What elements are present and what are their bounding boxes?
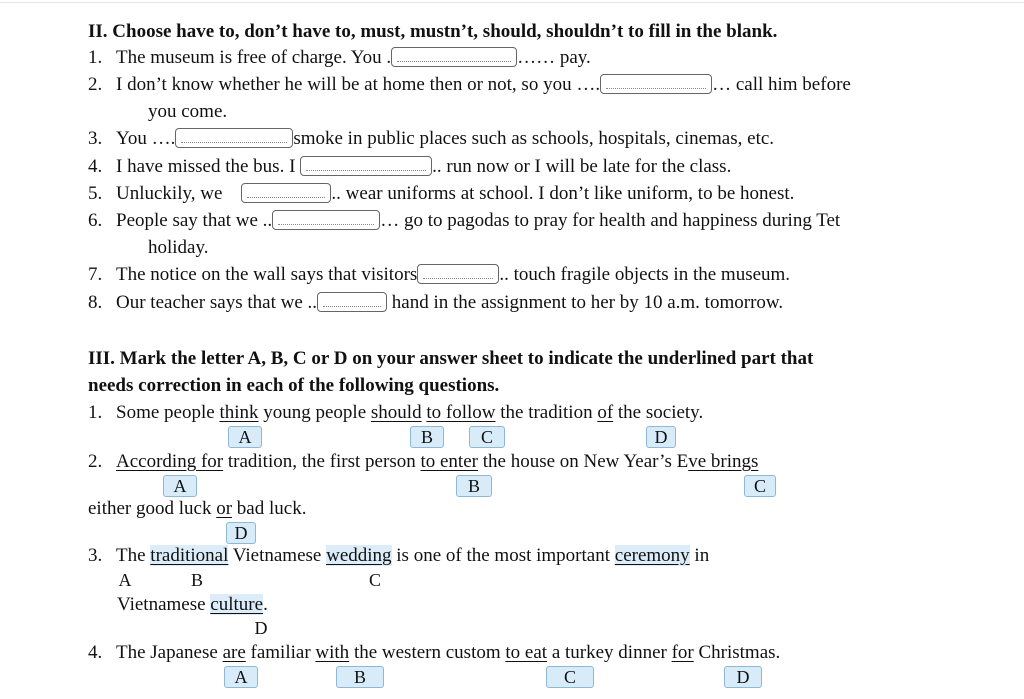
q3-option-a[interactable]: A xyxy=(118,570,132,590)
answer-blank-5[interactable] xyxy=(241,183,331,203)
item-8: 8. Our teacher says that we .. hand in the assignment to her by 10 a.m. tomorrow. xyxy=(88,292,784,313)
q1-option-b[interactable]: B xyxy=(410,426,444,448)
question-1: 1. Some people think young people should to follow the tradition of the society. xyxy=(88,402,704,423)
q3-highlight-ceremony: ceremony xyxy=(614,545,690,566)
section-3-heading-line-2: needs correction in each of the following questions. xyxy=(88,375,500,396)
q3-part-d: culture xyxy=(210,594,264,615)
item-7: 7. The notice on the wall says that visitors .. touch fragile objects in the museum. xyxy=(88,264,791,285)
item-2-continued: you come. xyxy=(148,101,228,122)
top-divider xyxy=(0,2,1024,3)
q4-option-b[interactable]: B xyxy=(336,666,384,688)
answer-blank-8[interactable] xyxy=(317,292,387,312)
q2-part-d: or xyxy=(216,498,233,519)
answer-blank-7[interactable] xyxy=(417,264,499,284)
question-4: 4. The Japanese are familiar with the western custom to eat a turkey dinner for Christmas. xyxy=(88,642,781,663)
q1-part-c: to follow xyxy=(426,402,496,423)
q3-option-b[interactable]: B xyxy=(190,570,203,590)
q1-option-a[interactable]: A xyxy=(228,426,262,448)
q2-part-a: According for xyxy=(116,451,224,472)
section-3-heading: III. Mark the letter A, B, C or D on your answer sheet to indicate the underlined part that xyxy=(88,348,814,369)
q1-option-d[interactable]: D xyxy=(646,426,676,448)
answer-blank-3[interactable] xyxy=(175,128,293,148)
q4-option-d[interactable]: D xyxy=(724,666,762,688)
q2-part-c: ve brings xyxy=(688,451,759,472)
q3-part-c: wedding xyxy=(326,545,392,566)
q4-part-b: with xyxy=(315,642,350,663)
question-3: 3. The traditional Vietnamese wedding is one of the most important ceremony in xyxy=(88,545,710,566)
item-3: 3. You …. smoke in public places such as schools, hospitals, cinemas, etc. xyxy=(88,128,775,149)
q4-option-a[interactable]: A xyxy=(224,666,258,688)
question-3-line-2: Vietnamese culture. xyxy=(117,594,268,615)
answer-blank-1[interactable] xyxy=(391,47,517,67)
question-2-line-2: either good luck or bad luck. xyxy=(88,498,307,519)
answer-blank-6[interactable] xyxy=(272,210,380,230)
q1-option-c[interactable]: C xyxy=(469,426,505,448)
q4-part-a: are xyxy=(222,642,246,663)
q4-part-c: to eat xyxy=(505,642,548,663)
q1-part-a: think xyxy=(219,402,259,423)
section-2-heading: II. Choose have to, don’t have to, must, mustn’t, should, shouldn’t to fill in the blank. xyxy=(88,21,778,42)
q3-option-d[interactable]: D xyxy=(254,618,268,638)
item-6-continued: holiday. xyxy=(148,237,209,258)
item-1: 1. The museum is free of charge. You . …… pay. xyxy=(88,47,591,68)
q3-option-c[interactable]: C xyxy=(368,570,381,590)
item-5: 5. Unluckily, we .. wear uniforms at school. I don’t like uniform, to be honest. xyxy=(88,183,795,204)
q4-part-d: for xyxy=(671,642,694,663)
item-6: 6. People say that we .. … go to pagodas to pray for health and happiness during Tet xyxy=(88,210,841,231)
q4-option-c[interactable]: C xyxy=(546,666,594,688)
q1-part-d: of xyxy=(597,402,614,423)
q2-option-c[interactable]: C xyxy=(744,475,776,497)
q3-part-a-b: traditional xyxy=(150,545,229,566)
q2-part-b: to enter xyxy=(420,451,478,472)
answer-blank-4[interactable] xyxy=(300,156,432,176)
answer-blank-2[interactable] xyxy=(600,74,712,94)
q2-option-a[interactable]: A xyxy=(163,475,197,497)
item-4: 4. I have missed the bus. I .. run now or I will be late for the class. xyxy=(88,156,732,177)
question-2: 2. According for tradition, the first person to enter the house on New Year’s Eve brings xyxy=(88,451,759,472)
item-2: 2. I don’t know whether he will be at home then or not, so you …. … call him before xyxy=(88,74,851,95)
q2-option-d[interactable]: D xyxy=(226,522,256,544)
q1-part-b: should xyxy=(370,402,422,423)
q2-option-b[interactable]: B xyxy=(456,475,492,497)
